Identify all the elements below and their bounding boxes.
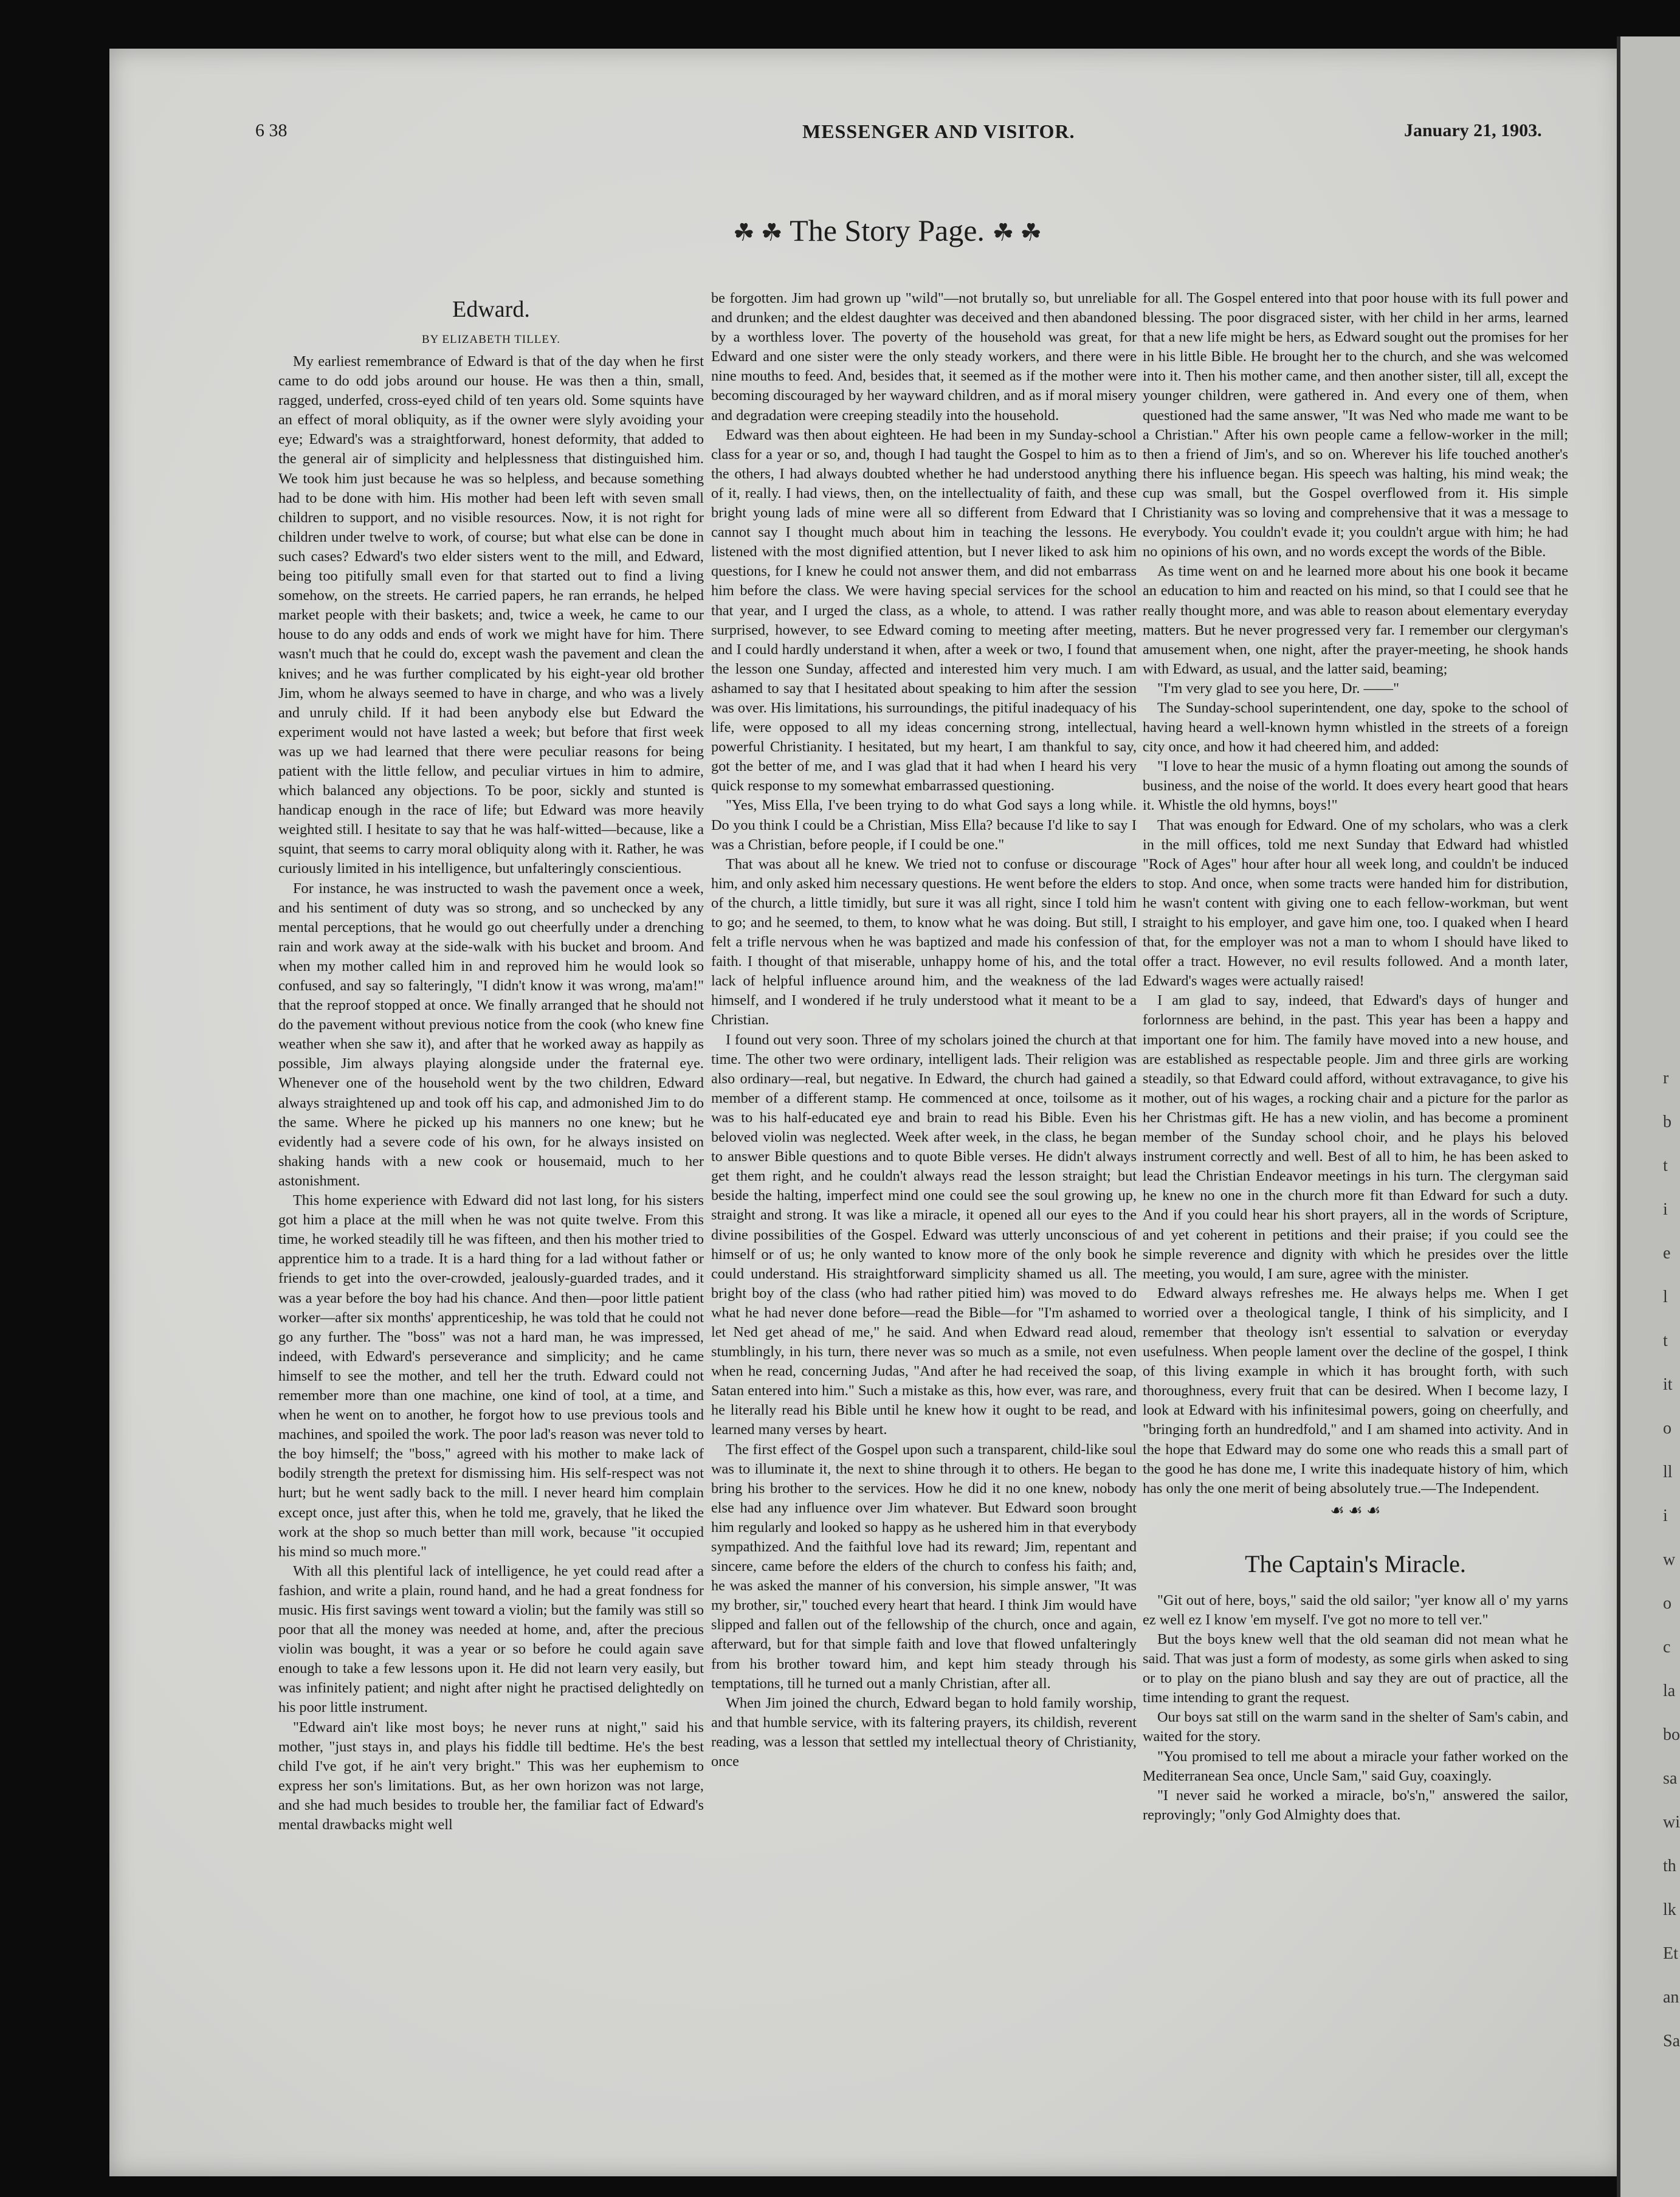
adjacent-page-fragment: sa (1663, 1769, 1678, 1788)
adjacent-page-fragment: r (1663, 1069, 1669, 1088)
paragraph: With all this plentiful lack of intelligence, he yet could read after a fashion, and write a plain, round hand, and he had a great fondness for music. His first savings went toward a violin; but the family was still so poor that all the money was needed at home, and, after the precious violin was bought, it was a year or so before he could again save enough to take a few lessons upon it. He did not learn very easily, but was infinitely patient; and night after night he practised delightedly on his poor little instrument. (278, 1562, 704, 1716)
paragraph: The Sunday-school superintendent, one day, spoke to the school of having heard a well-known hymn whistled in the streets of a foreign city once, and how it had cheered him, and added: (1143, 699, 1568, 756)
adjacent-page-fragment: e (1663, 1244, 1671, 1263)
section-separator-ornament: ☙ ☙ ☙ (1330, 1501, 1381, 1519)
story-title-edward: Edward. (452, 297, 530, 322)
paragraph: "Yes, Miss Ella, I've been trying to do what God says a long while. Do you think I could be a Christian, Miss Ella? because I'd like to say I was a Christian, before people, if I could be one." (711, 797, 1137, 853)
adjacent-page-fragment: o (1663, 1419, 1671, 1438)
issue-date: January 21, 1903. (1404, 120, 1542, 140)
newspaper-page (109, 49, 1623, 2176)
paragraph: for all. The Gospel entered into that poor house with its full power and blessing. The poor disgraced sister, with her child in her arms, learned that a new life might be hers, as Edward sought out the promises for her in his little Bible. He brought her to the church, and she was welcomed into it. Then his mother came, and then another sister, till all, except the younger children, were gathered in. And every one of them, when questioned had the same answer, "It was Ned who made me want to be a Christian." After his own people came a fellow-worker in the mill; then a friend of Jim's, and so on. Wherever his life touched another's there his influence began. His speech was halting, his mind weak; the cup was small, but the Gospel overflowed from it. His simple Christianity was so loving and comprehensive that it was a message to everybody. You couldn't evade it; you couldn't argue with him; he had no opinions of his own, and no words except the words of the Bible. (1143, 290, 1568, 560)
paragraph: Edward was then about eighteen. He had been in my Sunday-school class for a year or so, and, though I had taught the Gospel to him as to the others, I had always doubted whether he had understood anything of it, really. I had views, then, on the intellectuality of faith, and these bright young lads of mine were all so different from Edward that I cannot say I thought much about him in teaching the lessons. He listened with the most dignified attention, but I never liked to ask him questions, for I knew he could not answer them, and did not embarrass him before the class. We were having special services for the school that year, and I urged the class, as a whole, to attend. I was rather surprised, however, to see Edward coming to meeting after meeting, and I could hardly understand it when, after a week or two, I found that the lesson one Sunday, affected and interested him very much. I am ashamed to say that I hesitated about speaking to him after the session was over. His limitations, his surroundings, the pitiful inadequacy of his life, were opposed to all my ideas concerning strong, intellectual, powerful Christianity. I hesitated, but my heart, I am thankful to say, got the better of me, and I was glad that it had when I heard his very quick response to my somewhat embarrassed questioning. (711, 426, 1137, 795)
paragraph: I found out very soon. Three of my scholars joined the church at that time. The other two were ordinary, intelligent lads. Their religion was also ordinary—real, but negative. In Edward, the church had gained a member of a different stamp. He commenced at once, toilsome as it was to his half-educated eye and brain to read his Bible. Even his beloved violin was neglected. Week after week, in the class, he began to answer Bible questions and to quote Bible verses. He didn't always get them right, and he couldn't always read the lesson straight; but beside the halting, imperfect mind one could see the soul growing up, straight and strong. It was like a miracle, it opened all our eyes to the divine possibilities of the Gospel. Edward was utterly unconscious of himself or of us; he only wanted to know more of the only book he could understand. His straightforward simplicity shamed us all. The bright boy of the class (who had rather pitied him) was moved to do what he had never done before—read the Bible—for "I'm ashamed to let Ned get ahead of me," he said. And when Edward read aloud, stumblingly, in his turn, there never was so much as a smile, not even when he read, concerning Judas, "And after he had received the soap, Satan entered into him." Such a mistake as this, how ever, was rare, and he literally read his Bible until he knew how it ought to be read, and learned many verses by heart. (711, 1031, 1137, 1438)
newspaper-title: MESSENGER AND VISITOR. (802, 120, 1075, 142)
paragraph: That was about all he knew. We tried not to confuse or discourage him, and only asked him necessary questions. He went before the elders of the church, a little timidly, but sure it was all right, since I told him to go; and he seemed, to them, to know what he was doing. But still, I felt a trifle nervous when he was baptized and made his confession of faith. I thought of that miserable, unhappy home of his, and the total lack of helpful influence around him, and the weakness of the lad himself, and I wondered if he truly understood what it meant to be a Christian. (711, 855, 1137, 1029)
adjacent-page-fragment: Et (1663, 1944, 1678, 1963)
adjacent-page-fragment: c (1663, 1638, 1671, 1657)
adjacent-page-fragment: b (1663, 1112, 1671, 1131)
paragraph: When Jim joined the church, Edward began to hold family worship, and that humble service, with its faltering prayers, its childish, reverent reading, was a lesson that settled my intellectual theory of Christianity, once (711, 1694, 1137, 1770)
adjacent-page-fragment: an (1663, 1988, 1679, 2007)
page-number: 6 38 (255, 120, 287, 140)
paragraph: "Git out of here, boys," said the old sailor; "yer know all o' my yarns ez well ez I know 'em myself. I've got no more to tell ver." (1143, 1592, 1568, 1628)
story-title-captains-miracle: The Captain's Miracle. (1245, 1550, 1466, 1578)
adjacent-page-fragment: o (1663, 1594, 1671, 1613)
column-2 (711, 289, 1137, 1771)
paragraph: I am glad to say, indeed, that Edward's days of hunger and forlornness are behind, in the past. This year has been a happy and important one for him. The family have moved into a new house, and are established as respectable people. Jim and three girls are working steadily, so that Edward could afford, without extravagance, to give his mother, out of his wages, a rocking chair and a picture for the parlor as her Christmas gift. He has a new violin, and has become a prominent member of the Sunday school choir, and he plays his beloved instrument correctly and well. Best of all to him, he has been asked to lead the Christian Endeavor meetings in his turn. The clergyman said he knew no one in the church more fit than Edward for such a duty. And if you could hear his short prayers, all in the words of Scripture, and yet coherent in petitions and their praise; if you could see the simple reverence and dignity with which he presides over the little meeting, you would, I am sure, agree with the minister. (1143, 992, 1568, 1282)
adjacent-page-fragment: Sa (1663, 2032, 1680, 2050)
adjacent-page-fragment: w (1663, 1550, 1676, 1569)
paragraph: My earliest remembrance of Edward is that of the day when he first came to do odd jobs around our house. He was then a thin, small, ragged, underfed, cross-eyed child of ten years old. Some squints have an effect of moral obliquity, as if the owner were slyly avoiding your eye; Edward's was a straightforward, honest deformity, that added to the general air of simplicity and helplessness that distinguished him. We took him just because he was so helpless, and because something had to be done with him. His mother had been left with seven small children to support, and no visible resources. Now, it is not right for children under twelve to work, of course; but what else can be done in such cases? Edward's two elder sisters went to the mill, and Edward, being too pitifully small even for that started out to find a living somehow, on the streets. He carried papers, he ran errands, he helped market people with their baskets; and, twice a week, he came to our house to do any odds and ends of work we might have for him. There wasn't much that he could do, except wash the pavement and clean the knives; and he was further complicated by his eight-year old brother Jim, whom he always seemed to have in charge, and who was a lively and unruly child. If it had been anybody else but Edward the experiment would not have lasted a week; but before that first week was up we had learned that there were peculiar reasons for being patient with the little fellow, and peculiar virtues in him to admire, which balanced any objections. To be poor, sickly and stunted is handicap enough in the race of life; but Edward was more heavily weighted still. I hesitate to say that he was half-witted—because, like a squint, that seems to carry moral obliquity along with it. Rather, he was curiously limited in his intelligence, but unfalteringly conscientious. (278, 353, 704, 877)
paragraph: Our boys sat still on the warm sand in the shelter of Sam's cabin, and waited for the story. (1143, 1709, 1568, 1745)
paragraph: But the boys knew well that the old seaman did not mean what he said. That was just a form of modesty, as some girls when asked to sing or to play on the piano blush and say they are out of practice, all the time intending to grant the request. (1143, 1631, 1568, 1706)
paragraph: That was enough for Edward. One of my scholars, who was a clerk in the mill offices, told me next Sunday that Edward had whistled "Rock of Ages" hour after hour all week long, and couldn't be induced to stop. And once, when some tracts were handed him for distribution, he wasn't content with giving one to each fellow-workman, but went straight to his employer, and gave him one, too. I quaked when I heard that, for the employer was not a man to whom I should have liked to offer a tract. However, no evil results followed. And a month later, Edward's wages were actually raised! (1143, 816, 1568, 990)
adjacent-page-fragment: t (1663, 1331, 1668, 1350)
adjacent-page-fragment: ll (1663, 1463, 1673, 1481)
paragraph: "Edward ain't like most boys; he never runs at night," said his mother, "just stays in, and plays his fiddle till bedtime. He's the best child I've got, if he ain't very bright." This was her euphemism to express her son's limitations. But, as her own horizon was not large, and she had much besides to trouble her, the familiar fact of Edward's mental drawbacks might well (278, 1719, 704, 1833)
paragraph: Edward always refreshes me. He always helps me. When I get worried over a theological tangle, I think of his simplicity, and I remember that theology isn't essential to salvation or everyday usefulness. When people lament over the decline of the gospel, I think of this living example in which it has brought forth, with such thoroughness, every fruit that can be desired. When I become lazy, I look at Edward with his infinitesimal powers, going on cheerfully, and "bringing forth an hundredfold," and I am shamed into activity. And in the hope that Edward may do some one who reads this a small part of the good he has done me, I write this inadequate history of him, which has only the one merit of being absolutely true.—The Independent. (1143, 1285, 1568, 1497)
adjacent-page-fragment: t (1663, 1156, 1668, 1175)
adjacent-page-fragment: l (1663, 1288, 1668, 1306)
column-1 (278, 289, 704, 1835)
shamrock-ornament-right: ☘ ☘ (992, 219, 1042, 246)
paragraph: This home experience with Edward did not last long, for his sisters got him a place at the mill when he was not quite twelve. From this time, he worked steadily till he was fifteen, and then his mother tried to apprentice him to a trade. It is a hard thing for a lad without father or friends to get into the over-crowded, jealously-guarded trades, and it was a year before the boy had his chance. And then—poor little patient worker—after six months' apprenticeship, he was told that he could not go any further. The "boss" was not a hard man, he was impressed, indeed, with Edward's perseverance and simplicity; and he came himself to see the mother, and tell her the truth. Edward could not remember more than one machine, one kind of tool, at a time, and when he went on to another, he forgot how to use previous tools and machines, and spoiled the work. The poor lad's reason was never told to the boy himself; the "boss," agreed with his mother to make lack of bodily strength the pretext for dismissing him. His self-respect was not hurt; but he went sadly back to the mill. I never heard him complain except once, just after this, when he told me, gravely, that he liked the work at the shop so much better than mill work, because "it occupied his mind so much more." (278, 1192, 704, 1560)
adjacent-page-fragment: bo (1663, 1725, 1680, 1744)
adjacent-page-fragment: th (1663, 1857, 1676, 1875)
adjacent-page-fragment: i (1663, 1506, 1668, 1525)
paragraph: be forgotten. Jim had grown up "wild"—not brutally so, but unreliable and drunken; and the eldest daughter was deceived and then abandoned by a worthless lover. The poverty of the household was great, for Edward and one sister were the only steady workers, and there were nine mouths to feed. And, besides that, it seemed as if the mother were becoming discouraged by her wayward children, and as if moral misery and degradation were creeping steadily into the household. (711, 290, 1137, 424)
adjacent-page-fragment: lk (1663, 1900, 1676, 1919)
paragraph: "You promised to tell me about a miracle your father worked on the Mediterranean Sea once, Uncle Sam," said Guy, coaxingly. (1143, 1748, 1568, 1784)
shamrock-ornament-left: ☘ ☘ (732, 219, 783, 246)
story-byline: BY ELIZABETH TILLEY. (421, 333, 561, 346)
paragraph: As time went on and he learned more about his one book it became an education to him and reacted on his mind, so that I could see that he really thought more, and was able to reason about elementary everyday matters. But he never progressed very far. I remember our clergyman's amusement when, one night, after the prayer-meeting, he shook hands with Edward, as usual, and the latter said, beaming; (1143, 563, 1568, 677)
section-heading (644, 213, 1131, 248)
paragraph: "I'm very glad to see you here, Dr. ——" (1157, 680, 1400, 697)
column-3 (1143, 289, 1568, 1825)
adjacent-page-fragment: i (1663, 1200, 1668, 1219)
adjacent-page-edge (1617, 36, 1680, 2197)
paragraph: For instance, he was instructed to wash the pavement once a week, and his sentiment of duty was so strong, and so unchecked by any mental perceptions, that he would go out cheerfully under a drenching rain and work away at the side-walk with his bucket and broom. And when my mother called him in and reproved him he would look so confused, and say so falteringly, "I didn't know it was wrong, ma'am!" that the reproof stopped at once. We finally arranged that he should not do the pavement without previous notice from the cook (who knew fine weather when she saw it), and after that he worked away as happily as possible, Jim always playing alongside under the fraternal eye. Whenever one of the household went by the two children, Edward always straightened up and took off his cap, and admonished Jim to do the same. Where he picked up his manners no one knew; but he evidently had a severe code of his own, for he always insisted on shaking hands with a new cook or housemaid, much to her astonishment. (278, 880, 704, 1189)
adjacent-page-fragment: wi (1663, 1813, 1680, 1832)
adjacent-page-fragment: it (1663, 1375, 1673, 1394)
paragraph: "I love to hear the music of a hymn floating out among the sounds of business, and the noise of the world. It does every heart good that hears it. Whistle the old hymns, boys!" (1143, 758, 1568, 814)
paragraph: The first effect of the Gospel upon such a transparent, child-like soul was to illuminate it, the next to shine through it to others. He began to bring his brother to the services. How he did it no one knew, nobody else had any influence over Jim whatever. But Edward soon brought him regularly and looked so happy as he ushered him in that everybody sympathized. And the faithful love had its reward; Jim, repentant and sincere, came before the elders of the church to confess his faith; and, he was asked the manner of his conversion, his simple answer, "It was my brother, sir," touched every heart that heard. I think Jim would have slipped and fallen out of the fellowship of the church, once and again, afterward, but for that simple faith and love that flowed unfalteringly from his brother toward him, and kept him steady through his temptations, till he turned out a manly Christian, after all. (711, 1441, 1137, 1692)
section-title: The Story Page. (790, 213, 985, 247)
paragraph: "I never said he worked a miracle, bo's'n," answered the sailor, reprovingly; "only God Almighty does that. (1143, 1787, 1568, 1823)
adjacent-page-fragment: la (1663, 1681, 1676, 1700)
